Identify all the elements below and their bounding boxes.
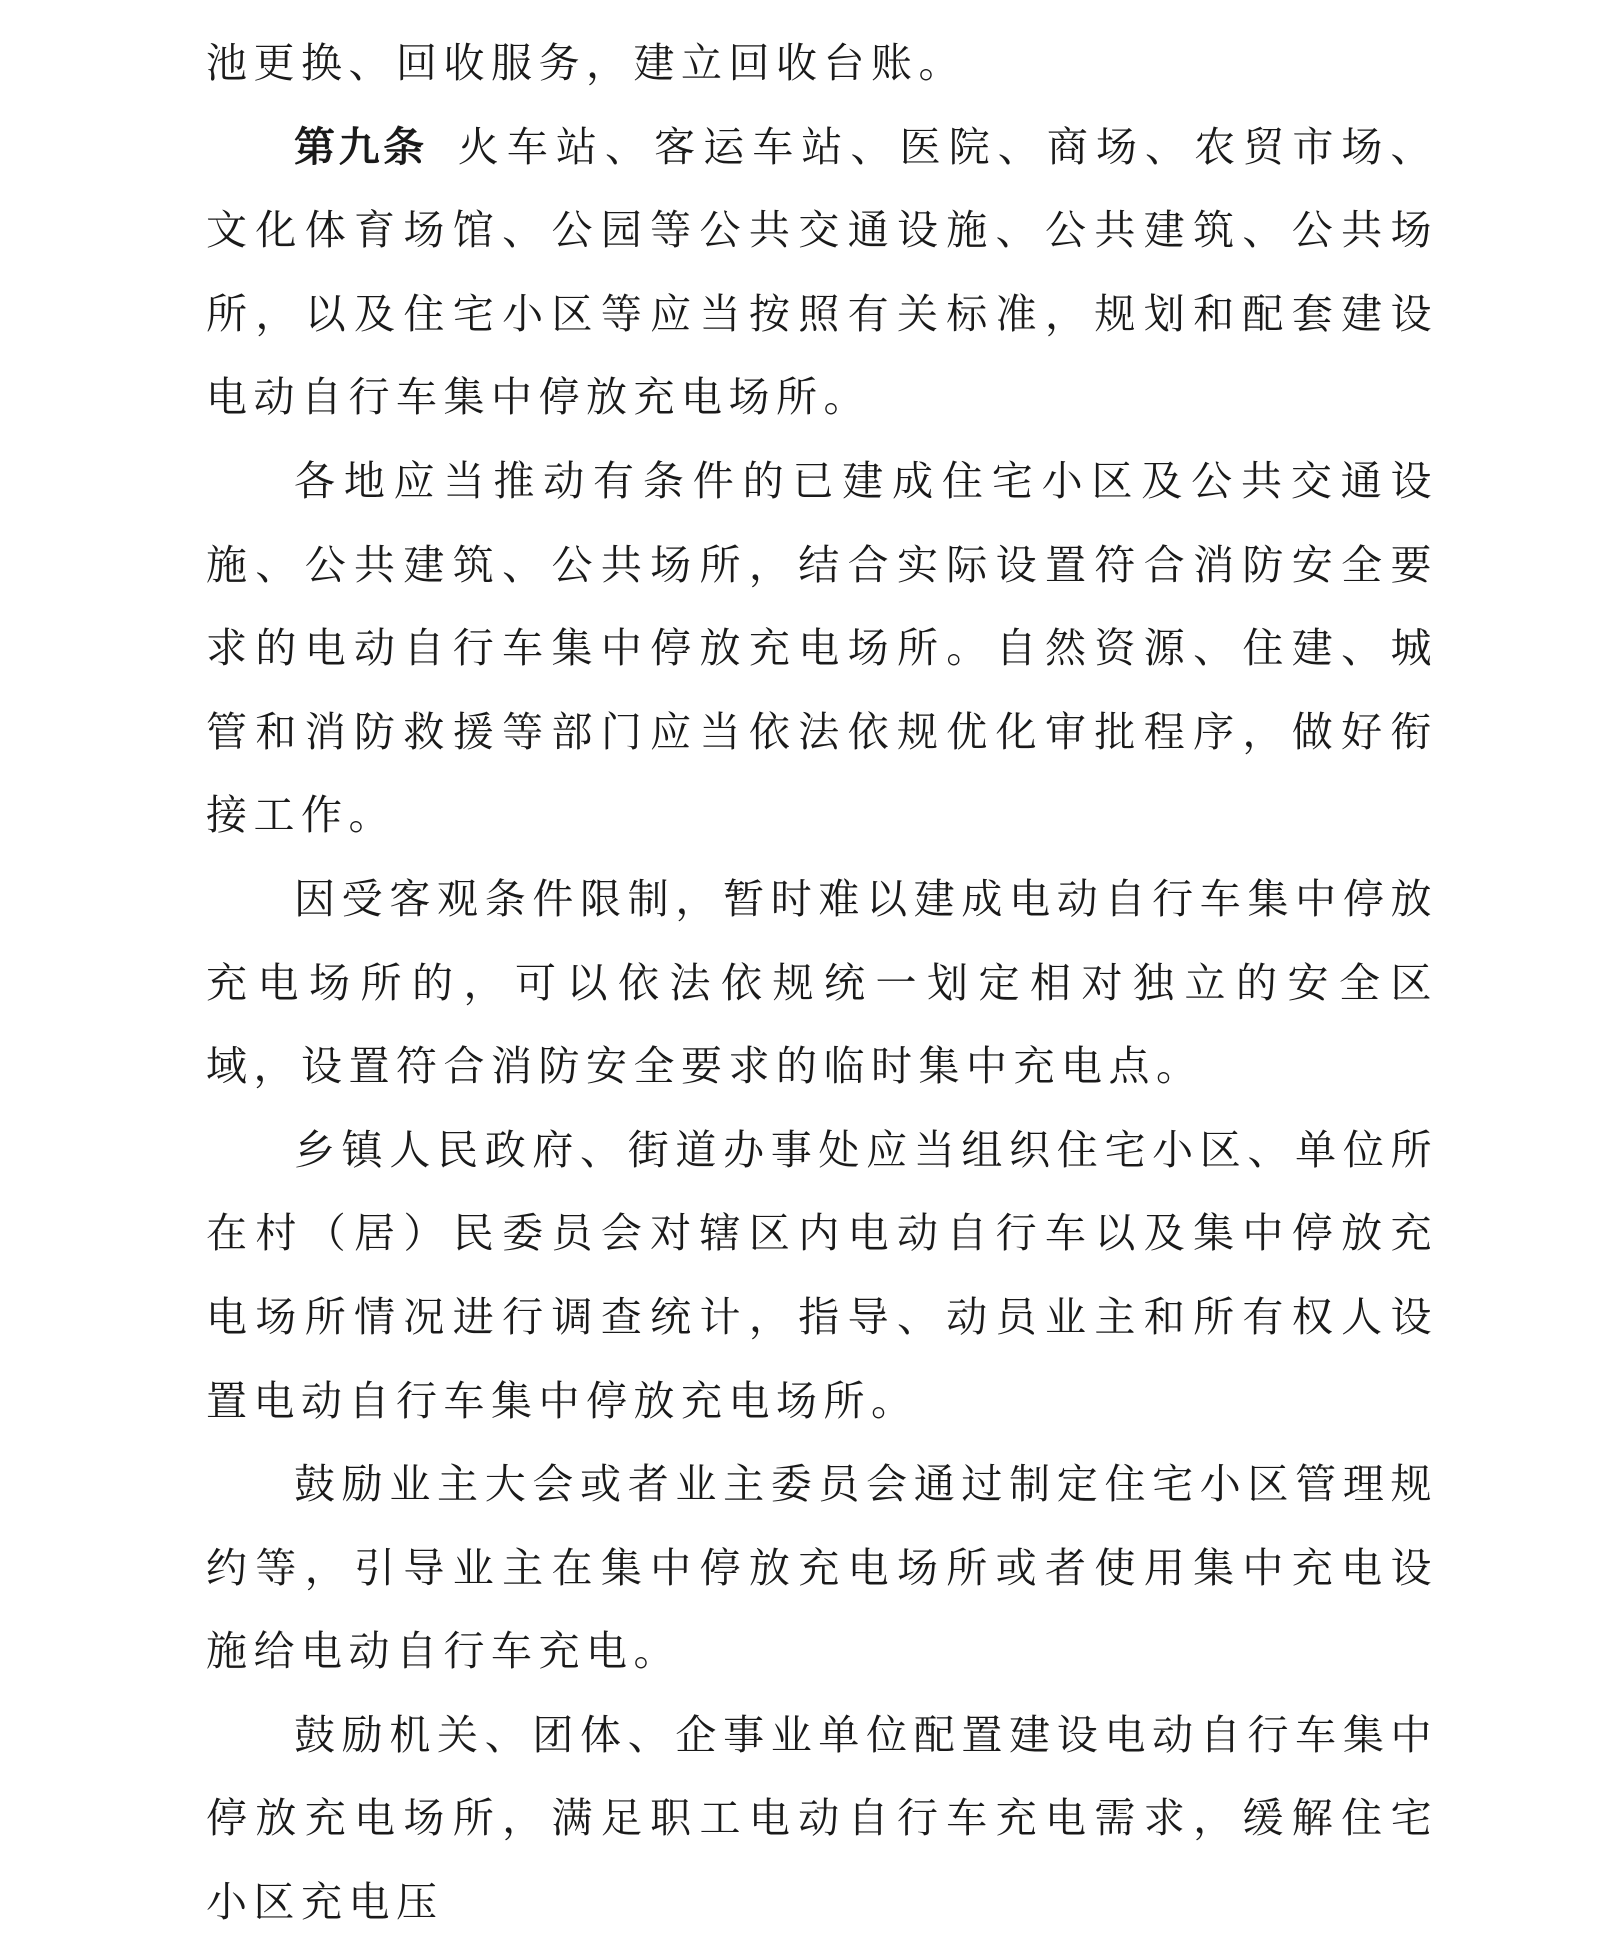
article-heading: 第九条 [294, 122, 428, 171]
paragraph-temporary-charging: 因受客观条件限制，暂时难以建成电动自行车集中停放充电场所的，可以依法依规统一划定相对独立的安全区域，设置符合消防安全要求的临时集中充电点。 [206, 874, 1438, 1091]
article-nine-paragraph [206, 106, 1438, 440]
continued-text: 池更换、回收服务，建立回收台账。 [206, 39, 966, 87]
document-body [206, 22, 1438, 1945]
paragraph-owners-committee: 鼓励业主大会或者业主委员会通过制定住宅小区管理规约等，引导业主在集中停放充电场所或者使用集中充电设施给电动自行车充电。 [206, 1460, 1438, 1676]
paragraph-institutions: 鼓励机关、团体、企事业单位配置建设电动自行车集中停放充电场所，满足职工电动自行车充电需求，缓解住宅小区充电压 [206, 1710, 1438, 1927]
article-body: 火车站、客运车站、医院、商场、农贸市场、文化体育场馆、公园等公共交通设施、公共建筑、公共场所，以及住宅小区等应当按照有关标准，规划和配套建设电动自行车集中停放充电场所。 [206, 122, 1439, 422]
continued-paragraph [206, 22, 1438, 106]
paragraph-existing-communities: 各地应当推动有条件的已建成住宅小区及公共交通设施、公共建筑、公共场所，结合实际设置符合消防安全要求的电动自行车集中停放充电场所。自然资源、住建、城管和消防救援等部门应当依法依规优化审批程序，做好衔接工作。 [206, 456, 1438, 840]
paragraph-township-survey: 乡镇人民政府、街道办事处应当组织住宅小区、单位所在村（居）民委员会对辖区内电动自行车以及集中停放充电场所情况进行调查统计，指导、动员业主和所有权人设置电动自行车集中停放充电场所。 [206, 1125, 1438, 1425]
